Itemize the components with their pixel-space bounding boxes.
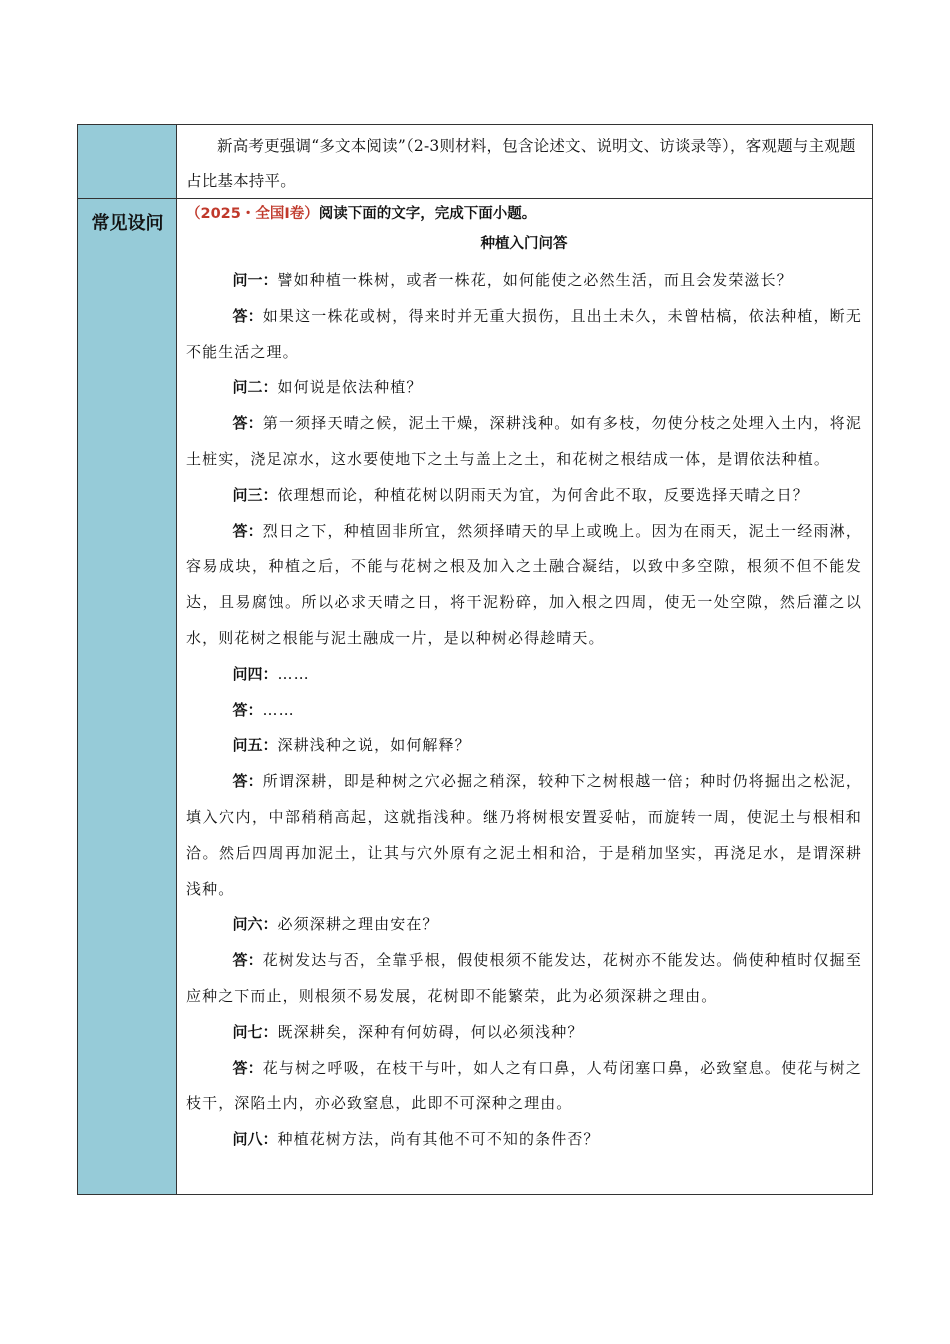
qa-label: 答： — [232, 951, 263, 970]
qa-label: 答： — [232, 700, 263, 719]
qa-label: 问四： — [232, 664, 278, 683]
qa-text: 花树发达与否，全靠乎根，假使根须不能发达，花树亦不能发达。倘使种植时仅掘至应种之下而止，则根须不易发展，花树即不能繁荣，此为必须深耕之理由。 — [186, 951, 862, 1005]
qa-text: 必须深耕之理由安在？ — [277, 915, 439, 934]
qa-text: 如果这一株花或树，得来时并无重大损伤，且出土未久，未曾枯槁，依法种植，断无不能生活之理。 — [186, 306, 862, 361]
content-table — [77, 124, 873, 1195]
qa-text: 第一须择天晴之候，泥土干燥，深耕浅种。如有多枝，勿使分枝之处埋入土内，将泥土桩实，浇足凉水，这水要使地下之土与盖上之土，和花树之根结成一体，是谓依法种植。 — [186, 414, 862, 468]
section-label: 常见设问 — [91, 213, 164, 234]
instruction-text: 阅读下面的文字，完成下面小题。 — [318, 206, 537, 222]
qa-item — [186, 764, 862, 907]
qa-text: 依理想而论，种植花树以阴雨天为宜，为何舍此不取，反要选择天晴之日？ — [277, 485, 809, 504]
side-column — [78, 125, 177, 1194]
qa-label: 问三： — [232, 485, 278, 504]
qa-label: 问五： — [232, 736, 278, 755]
qa-item — [186, 1015, 862, 1051]
qa-text: 譬如种植一株树，或者一株花，如何能使之必然生活，而且会发荣滋长？ — [277, 271, 793, 289]
qa-item — [186, 1122, 862, 1158]
source-tag: （2025・全国Ⅰ卷） — [186, 206, 319, 222]
qa-label: 问二： — [232, 378, 278, 397]
passage-block — [186, 201, 862, 1158]
qa-item — [186, 263, 862, 299]
qa-item — [186, 693, 862, 729]
qa-item — [186, 943, 862, 1015]
qa-text: 所谓深耕，即是种树之穴必掘之稍深，较种下之树根越一倍；种时仍将掘出之松泥，填入穴内，中部稍稍高起，这就指浅种。继乃将树根安置妥帖，而旋转一周，使泥土与根相和洽。然后四周再加泥土，让其与穴外原有之泥土相和洽，于是稍加坚实，再浇足水，是谓深耕浅种。 — [186, 772, 862, 898]
qa-text: 种植花树方法，尚有其他不可不知的条件否？ — [277, 1130, 600, 1149]
qa-label: 答： — [232, 306, 263, 325]
qa-label: 问八： — [232, 1130, 278, 1149]
intro-text: 新高考更强调“多文本阅读”（2-3则材料，包含论述文、说明文、访谈录等），客观题与主观题占比基本持平。 — [186, 137, 856, 190]
source-line — [186, 201, 862, 227]
qa-text: 既深耕矣，深种有何妨碍，何以必须浅种？ — [277, 1022, 584, 1041]
qa-text: 烈日之下，种植固非所宜，然须择晴天的早上或晚上。因为在雨天，泥土一经雨淋，容易成块，种植之后，不能与花树之根及加入之土融合凝结，以致中多空隙，根须不但不能发达，且易腐蚀。所以必求天晴之日，将干泥粉碎，加入根之四周，使无一处空隙，然后灌之以水，则花树之根能与泥土融成一片，是以种树必得趁晴天。 — [186, 521, 862, 647]
qa-text: …… — [262, 700, 295, 719]
qa-item — [186, 907, 862, 943]
qa-text: 如何说是依法种植？ — [277, 378, 423, 397]
qa-label: 问六： — [232, 915, 278, 934]
qa-item — [186, 370, 862, 406]
qa-text: 深耕浅种之说，如何解释？ — [277, 736, 471, 755]
qa-item — [186, 406, 862, 478]
qa-text: 花与树之呼吸，在枝干与叶，如人之有口鼻，人苟闭塞口鼻，必致窒息。使花与树之枝干，深陷土内，亦必致窒息，此即不可深种之理由。 — [186, 1058, 862, 1113]
qa-label: 答： — [232, 414, 263, 433]
passage-title: 种植入门问答 — [480, 236, 568, 252]
qa-item — [186, 299, 862, 371]
qa-label: 问一： — [232, 271, 278, 289]
qa-text: …… — [277, 664, 310, 683]
qa-item — [186, 478, 862, 514]
qa-item — [186, 1051, 862, 1123]
qa-item — [186, 657, 862, 693]
qa-label: 答： — [232, 1058, 263, 1077]
qa-label: 答： — [232, 521, 263, 540]
qa-item — [186, 514, 862, 657]
qa-item — [186, 728, 862, 764]
qa-label: 问七： — [232, 1022, 278, 1041]
qa-label: 答： — [232, 772, 263, 791]
